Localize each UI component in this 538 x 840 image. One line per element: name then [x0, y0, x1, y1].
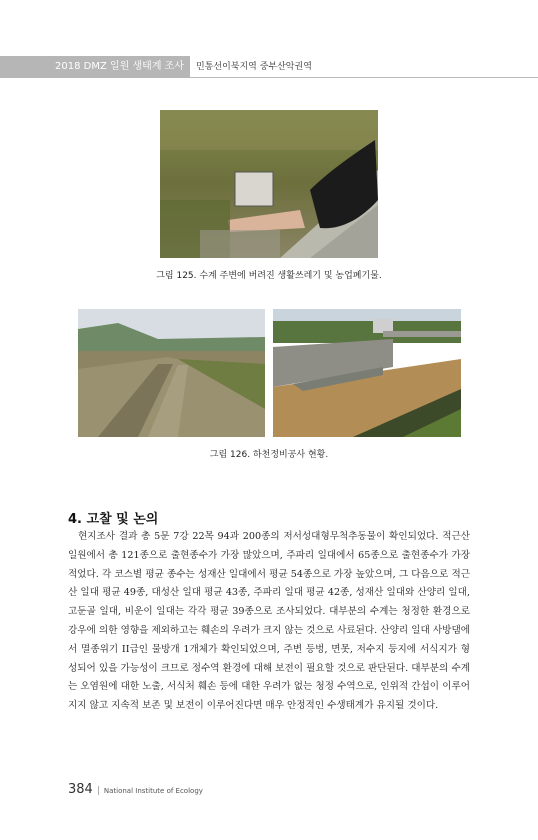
footer-separator: |	[96, 786, 100, 796]
section-title: 4. 고찰 및 논의	[68, 512, 159, 527]
photo-river-works	[273, 309, 461, 437]
page-footer	[68, 782, 203, 798]
footer-institution: National Institute of Ecology	[103, 787, 203, 795]
figure-126-photo-left	[78, 309, 265, 437]
figure-125-photo	[160, 110, 378, 258]
page-number: 384	[68, 782, 93, 797]
photo-trash-riverside	[160, 110, 378, 258]
figure-125-caption: 그림 125. 수계 주변에 버려진 생활쓰레기 및 농업폐기물.	[156, 271, 382, 281]
header-report-title: 2018 DMZ 일원 생태계 조사	[0, 56, 190, 78]
figure-126-caption: 그림 126. 하천정비공사 현황.	[209, 450, 329, 460]
header-divider	[190, 77, 538, 78]
header-section-title: 민통선이북지역 중부산악권역	[196, 62, 312, 72]
page-header	[0, 56, 538, 78]
figure-126-photo-right	[273, 309, 461, 437]
section-body: 현지조사 결과 총 5문 7강 22목 94과 200종의 저서성대형무척추동물이 확인되었다. 적근산 일원에서 총 121종으로 출현종수가 가장 많았으며, 주파리 일대에서 65종으로 출현종수가 가장 적었다. 각 코스별 평균 종수는 성재산 일대에서 평균 54종으로 가장 높았으며, 그 다음으로 적근산 일대 평균 49종, 대성산 일대 평균 43종, 주파리 일대 평균 42종, 성재산 일대와 산양리 일대, 고둔골 일대, 비운이 일대는 각각 평균 39종으로 조사되었다. 대부분의 수계는 청정한 환경으로 강우에 의한 영향을 제외하고는 훼손의 우려가 크지 않는 것으로 사료된다. 산양리 일대 사방댐에서 멸종위기 II급인 물방개 1개체가 확인되었으며, 주변 등벙, 면못, 저수지 등지에 서식지가 형성되어 있을 가능성이 크므로 정수역 환경에 대해 보전이 필요할 것으로 판단된다. 대부분의 수계는 오염원에 대한 노출, 서식처 훼손 등에 대한 우려가 없는 청정 수역으로, 인위적 간섭이 이루어지지 않고 지속적 보존 및 보전이 이루어진다면 매우 안정적인 수생태계가 유지될 것이다.	[68, 531, 470, 712]
photo-construction-road	[78, 309, 265, 437]
